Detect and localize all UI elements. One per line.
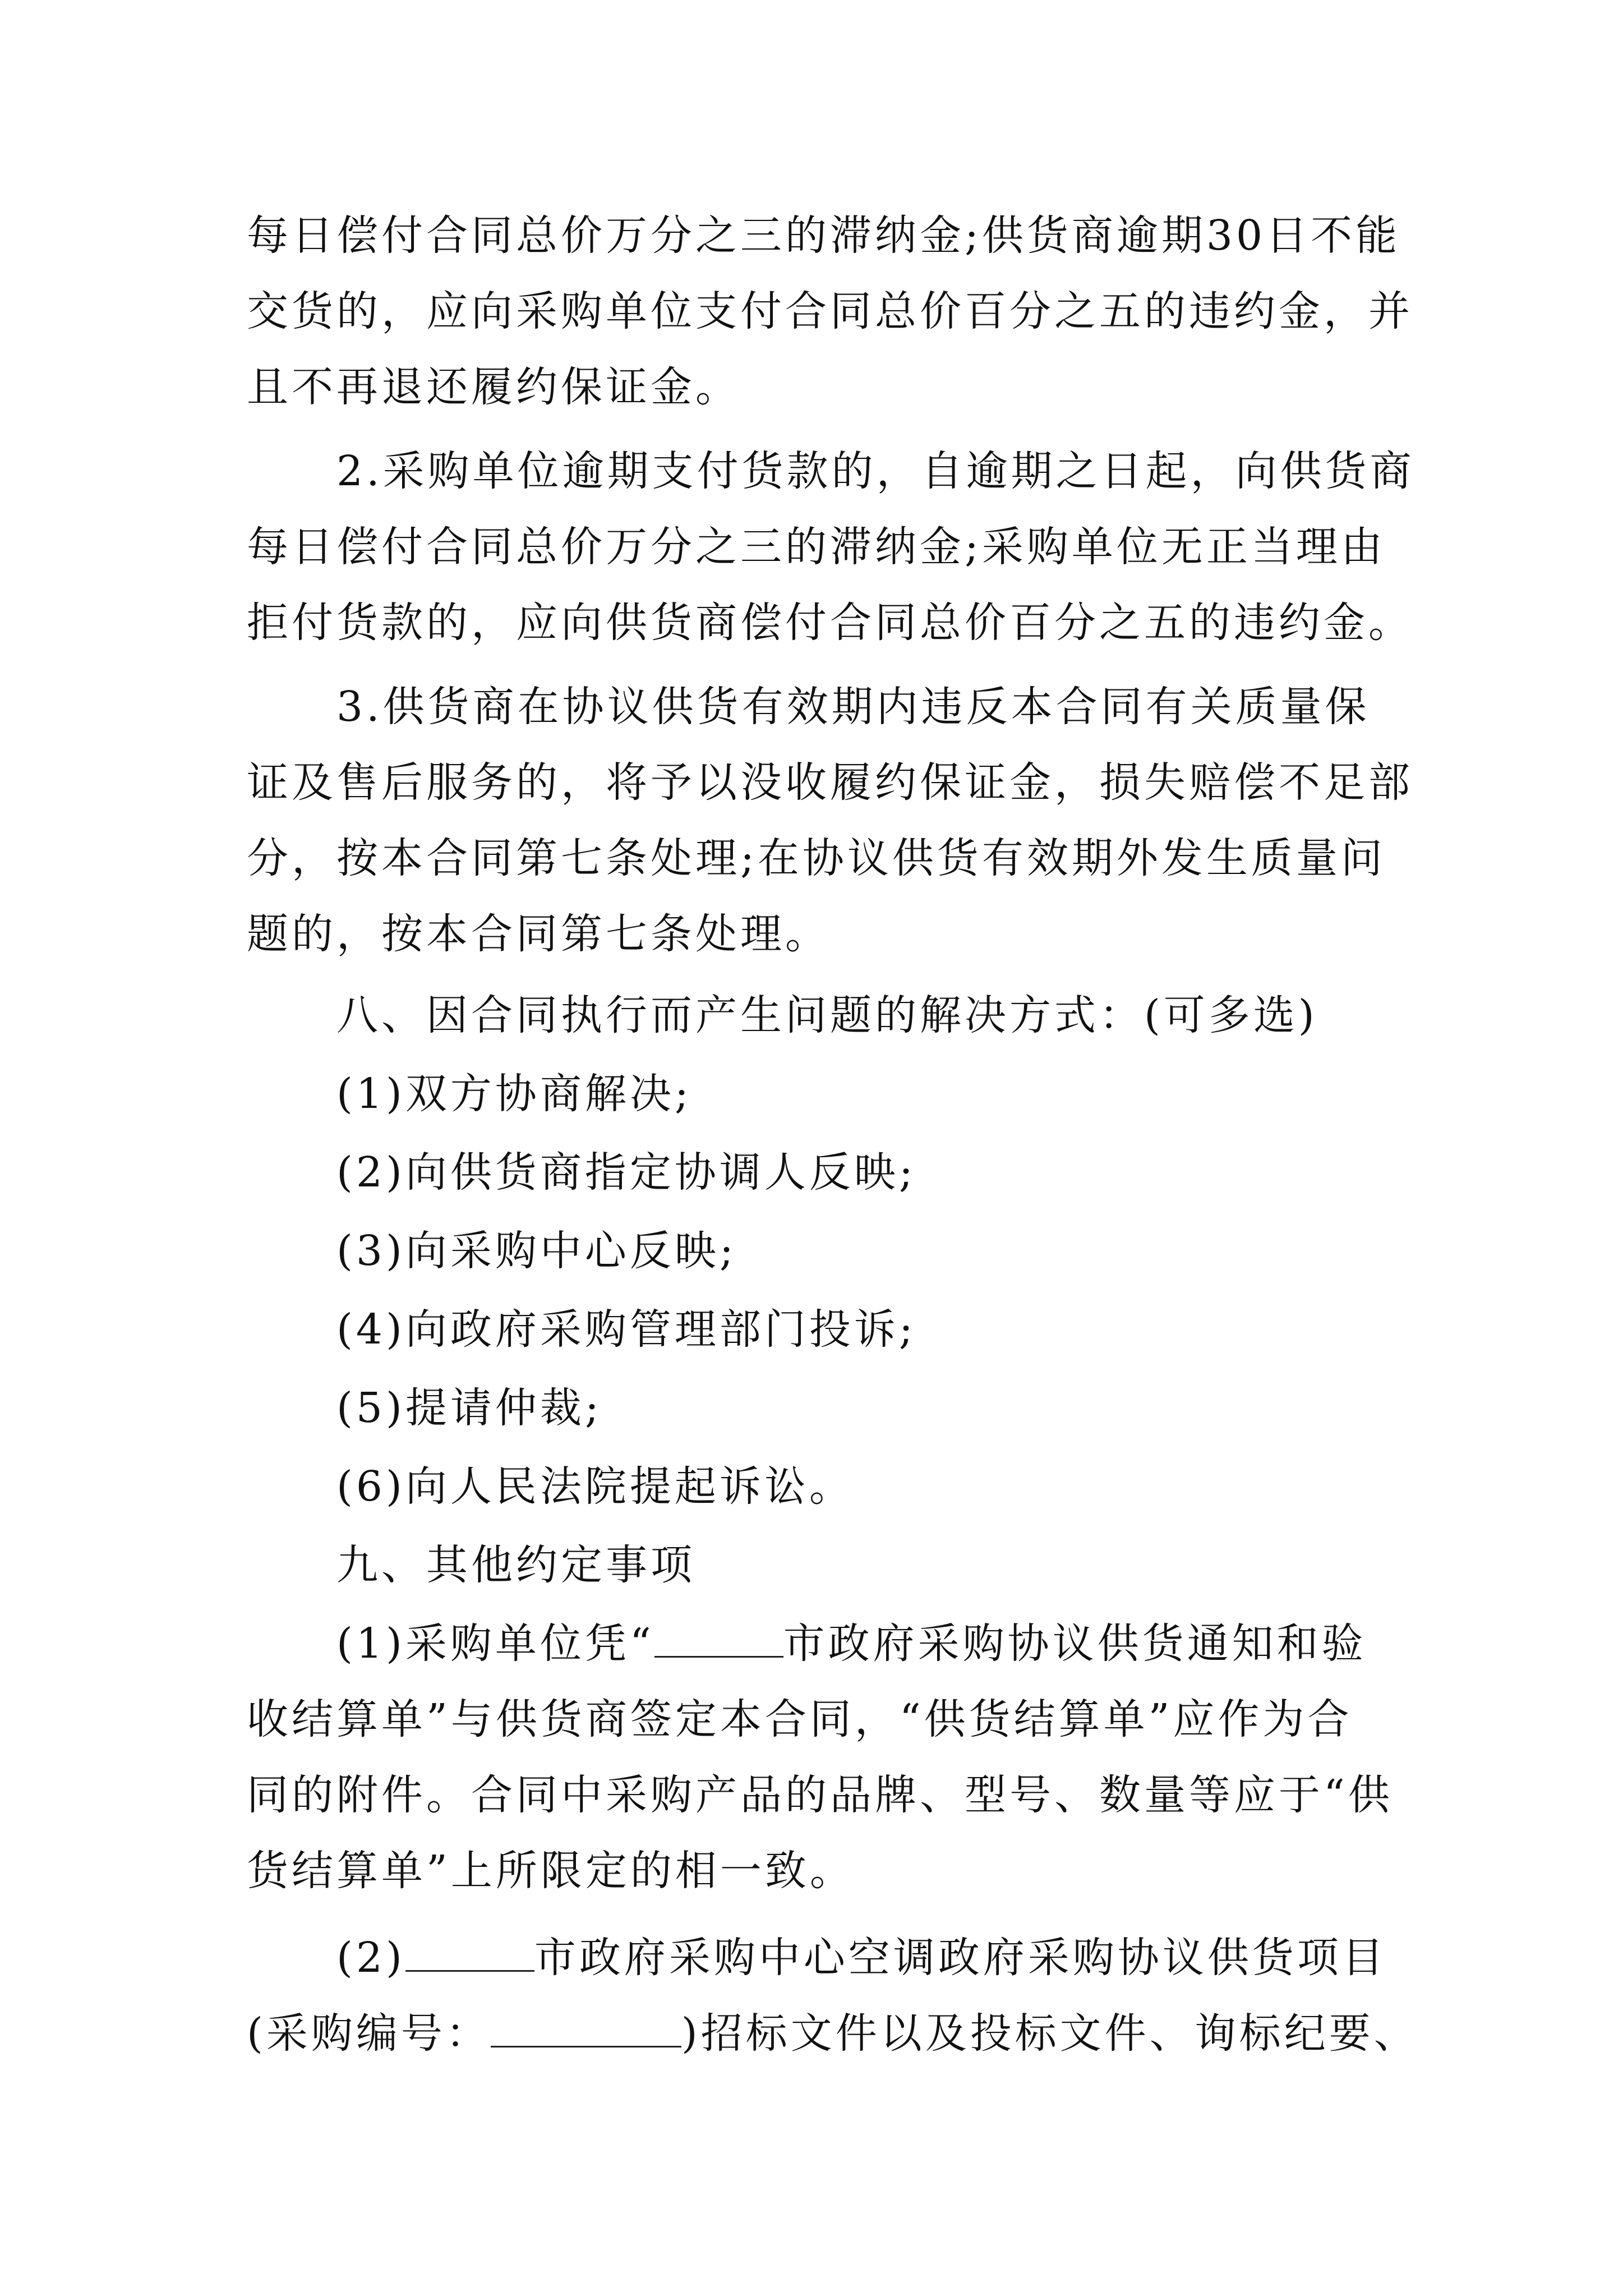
list-item: (6)向人民法院提起诉讼。 [336, 1462, 854, 1511]
item-text: (2) [336, 1934, 405, 1982]
paragraph-line [247, 2005, 1424, 2062]
paragraph-line [336, 1616, 1514, 1672]
paragraph-line: 交货的，应向采购单位支付合同总价百分之五的违约金，并 [247, 287, 1413, 335]
item-text: )招标文件以及投标文件、询标纪要、 [681, 2009, 1419, 2058]
paragraph-line: 3.供货商在协议供货有效期内违反本合同有关质量保 [336, 683, 1370, 731]
paragraph-line: 分，按本合同第七条处理;在协议供货有效期外发生质量问 [247, 834, 1386, 882]
paragraph-line: 证及售后服务的，将予以没收履约保证金，损失赔偿不足部 [247, 758, 1413, 807]
list-item: (3)向采购中心反映; [336, 1227, 737, 1275]
item-text: 市政府采购协议供货通知和验 [783, 1619, 1367, 1668]
section-heading: 八、因合同执行而产生问题的解决方式：(可多选) [336, 991, 1318, 1039]
paragraph-line: 且不再退还履约保证金。 [247, 363, 740, 411]
item-text: (1)采购单位凭“ [336, 1619, 654, 1668]
section-heading: 九、其他约定事项 [336, 1541, 695, 1589]
paragraph-line: 题的，按本合同第七条处理。 [247, 910, 830, 958]
paragraph-line [336, 1930, 1514, 1986]
paragraph-line: 2.采购单位逾期支付货款的，自逾期之日起，向供货商 [336, 447, 1415, 495]
list-item: (5)提请仲裁; [336, 1384, 602, 1432]
list-item: (2)向供货商指定协调人反映; [336, 1148, 916, 1197]
paragraph-line: 收结算单”与供货商签定本合同，“供货结算单”应作为合 [247, 1695, 1353, 1743]
paragraph-line: 拒付货款的，应向供货商偿付合同总价百分之五的违约金。 [247, 599, 1413, 647]
fill-in-blank [654, 1621, 783, 1658]
paragraph-line: 货结算单”上所限定的相一致。 [247, 1847, 855, 1895]
paragraph-line: 每日偿付合同总价万分之三的滞纳金;采购单位无正当理由 [247, 523, 1386, 571]
item-text: 市政府采购中心空调政府采购协议供货项目 [534, 1934, 1387, 1982]
item-text: (采购编号： [247, 2009, 491, 2058]
paragraph-line: 同的附件。合同中采购产品的品牌、型号、数量等应于“供 [247, 1771, 1393, 1819]
list-item: (4)向政府采购管理部门投诉; [336, 1305, 916, 1354]
fill-in-blank [491, 2011, 681, 2047]
list-item: (1)双方协商解决; [336, 1070, 692, 1118]
paragraph-line: 每日偿付合同总价万分之三的滞纳金;供货商逾期30日不能 [247, 211, 1401, 260]
fill-in-blank [405, 1935, 534, 1972]
